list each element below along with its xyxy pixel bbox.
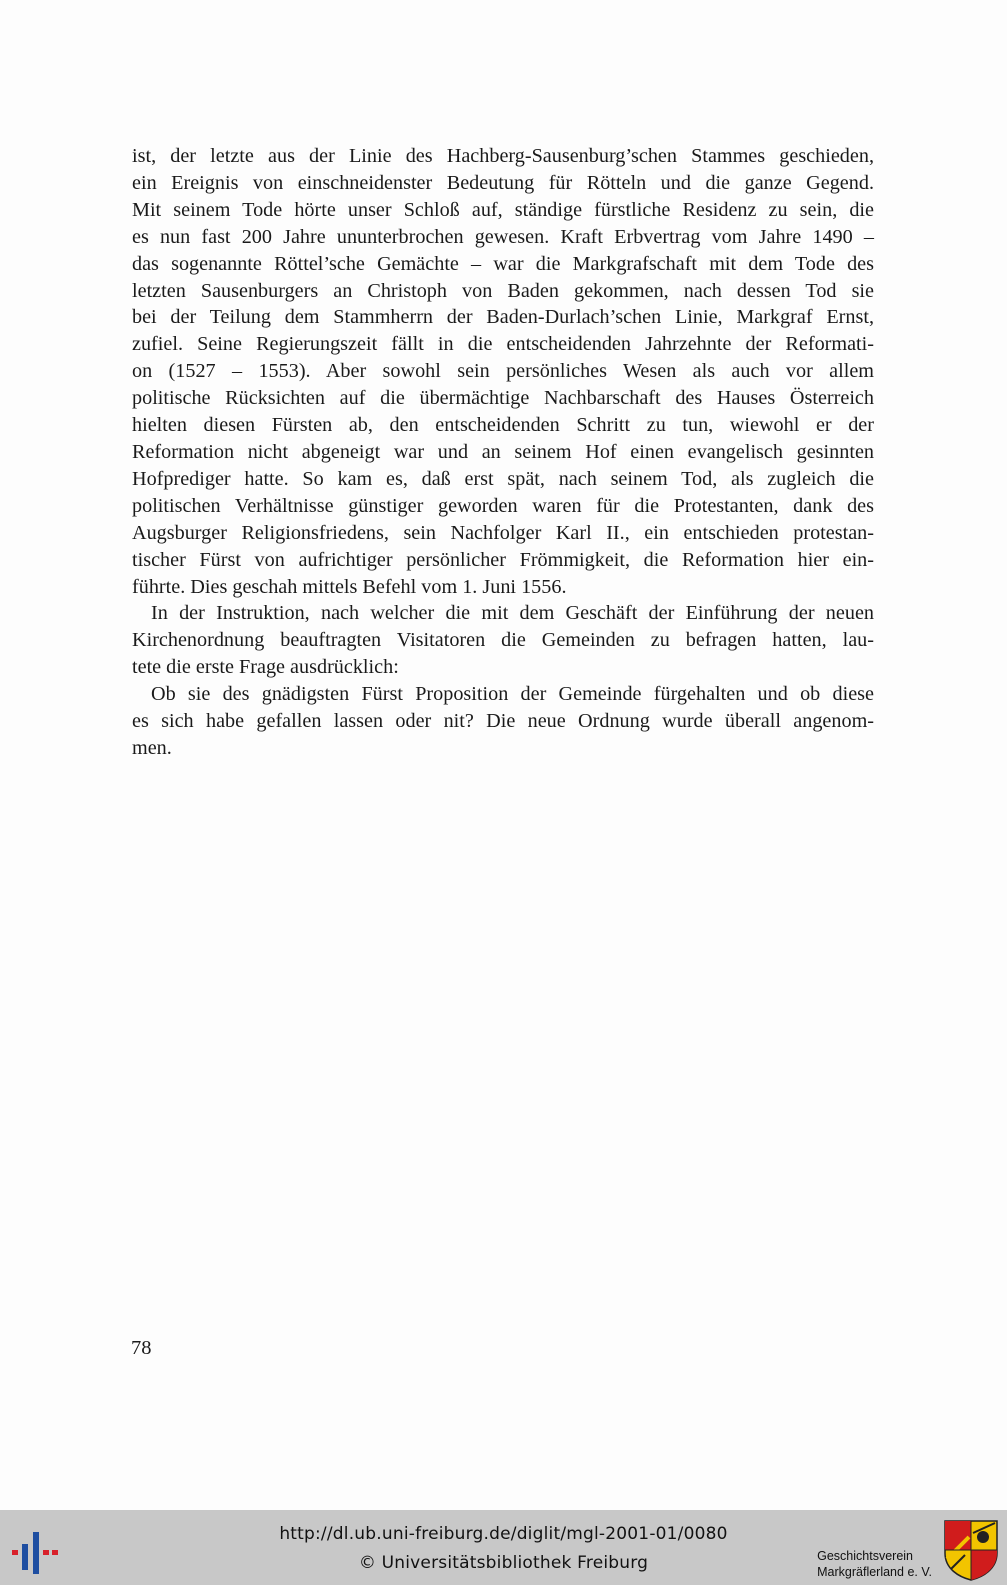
text-line: ein Ereignis von einschneidenster Bedeutung für Rötteln und die ganze Gegend. xyxy=(132,171,874,194)
text-line: politischen Verhältnisse günstiger geworden waren für die Protestanten, dank des xyxy=(132,494,874,517)
body-text xyxy=(132,143,874,762)
footer-copyright: © Universitätsbibliothek Freiburg xyxy=(358,1553,649,1573)
text-line: letzten Sausenburgers an Christoph von Baden gekommen, nach dessen Tod sie xyxy=(132,279,874,302)
footer-url-link[interactable]: http://dl.ub.uni-freiburg.de/diglit/mgl-2001-01/0080 xyxy=(279,1524,728,1544)
footer-society-name xyxy=(817,1548,932,1580)
coat-of-arms-icon xyxy=(943,1519,999,1581)
text-line: tischer Fürst von aufrichtiger persönlicher Frömmigkeit, die Reformation hier ein- xyxy=(132,548,874,571)
text-line: Ob sie des gnädigsten Fürst Proposition der Gemeinde fürgehalten und ob diese xyxy=(151,683,874,706)
text-line: es nun fast 200 Jahre ununterbrochen gewesen. Kraft Erbvertrag vom Jahre 1490 – xyxy=(132,225,874,248)
society-line-2: Markgräflerland e. V. xyxy=(817,1565,932,1579)
text-line: es sich habe gefallen lassen oder nit? Die neue Ordnung wurde überall angenom- xyxy=(132,710,874,733)
paragraph-1 xyxy=(132,143,874,600)
text-line: men. xyxy=(132,736,172,759)
text-line: ist, der letzte aus der Linie des Hachberg-Sausenburg’schen Stammes geschieden, xyxy=(132,145,874,167)
text-line: führte. Dies geschah mittels Befehl vom 1. Juni 1556. xyxy=(132,575,567,598)
paragraph-2 xyxy=(132,600,874,681)
text-line: zufiel. Seine Regierungszeit fällt in die entscheidenden Jahrzehnte der Reformati- xyxy=(132,333,874,356)
text-line: Augsburger Religionsfriedens, sein Nachfolger Karl II., ein entschieden protestan- xyxy=(132,521,874,544)
text-line: In der Instruktion, nach welcher die mit dem Geschäft der Einführung der neuen xyxy=(151,602,874,625)
text-line: das sogenannte Röttel’sche Gemächte – war die Markgrafschaft mit dem Tode des xyxy=(132,252,874,275)
paragraph-3 xyxy=(132,681,874,762)
society-line-1: Geschichtsverein xyxy=(817,1549,913,1563)
text-line: on (1527 – 1553). Aber sowohl sein persönliches Wesen als auch vor allem xyxy=(132,360,874,383)
text-line: tete die erste Frage ausdrücklich: xyxy=(132,656,399,679)
text-line: politische Rücksichten auf die übermächtige Nachbarschaft des Hauses Österreich xyxy=(132,387,874,410)
text-line: Reformation nicht abgeneigt war und an seinem Hof einen evangelisch gesinnten xyxy=(132,440,874,463)
page-number: 78 xyxy=(131,1337,152,1359)
text-line: Mit seinem Tode hörte unser Schloß auf, ständige fürstliche Residenz zu sein, die xyxy=(132,198,874,221)
text-line: Kirchenordnung beauftragten Visitatoren die Gemeinden zu befragen hatten, lau- xyxy=(132,629,874,652)
text-line: Hofprediger hatte. So kam es, daß erst spät, nach seinem Tod, als zugleich die xyxy=(132,467,874,490)
text-line: bei der Teilung dem Stammherrn der Baden-Durlach’schen Linie, Markgraf Ernst, xyxy=(132,306,874,329)
footer-bar xyxy=(0,1510,1007,1585)
text-line: hielten diesen Fürsten ab, den entscheidenden Schritt zu tun, wiewohl er der xyxy=(132,414,874,437)
